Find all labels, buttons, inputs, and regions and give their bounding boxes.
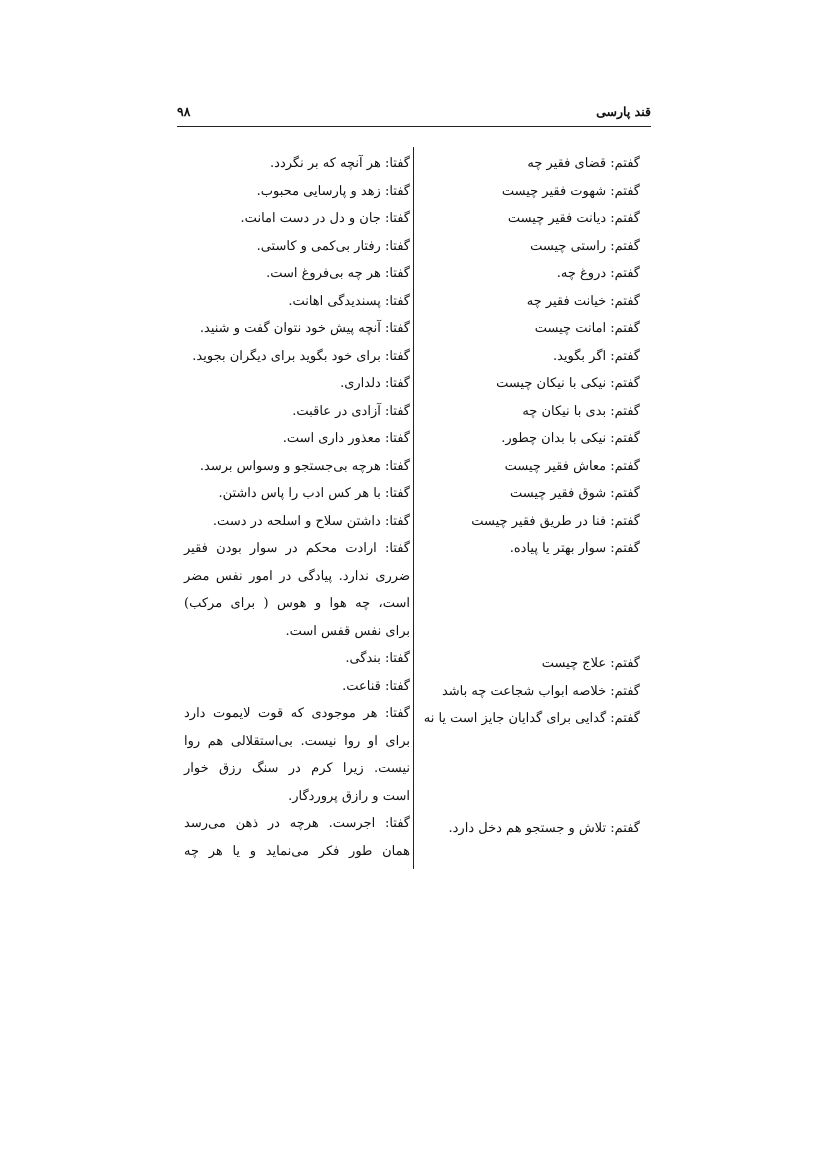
answer-line: گفتا: اجرست. هرچه در ذهن می‌رسد [184, 816, 410, 831]
answer-line: است و رازق پروردگار. [288, 788, 410, 804]
question-line: گفتم: خلاصه ابواب شجاعت چه باشد [441, 683, 640, 699]
question-line: گفتم: معاش فقیر چیست [504, 458, 640, 474]
column-divider [413, 147, 414, 869]
question-line: گفتم: شوق فقیر چیست [509, 486, 640, 501]
answer-line: گفتا: زهد و پارسایی محبوب. [256, 183, 410, 199]
answer-line: گفتا: رفتار بی‌کمی و کاستی. [256, 238, 410, 254]
answer-line: گفتا: ارادت محکم در سوار بودن فقیر [184, 541, 410, 556]
question-line: گفتم: علاج چیست [541, 656, 640, 671]
question-line: گفتم: خیانت فقیر چه [526, 293, 640, 309]
question-line: گفتم: سوار بهتر یا پیاده. [509, 541, 640, 556]
answer-line: گفتا: داشتن سلاح و اسلحه در دست. [212, 513, 410, 529]
answer-line: برای نفس قفس است. [285, 623, 410, 639]
answer-line: است، چه هوا و هوس ( برای مرکب) [184, 596, 410, 611]
answer-line: گفتا: هر آنچه که بر نگردد. [270, 156, 410, 171]
answer-line: گفتا: معذور داری است. [282, 431, 410, 446]
answer-line: گفتا: بندگی. [345, 651, 410, 666]
question-line: گفتم: فنا در طریق فقیر چیست [471, 513, 640, 529]
question-line: گفتم: نیکی با بدان چطور. [501, 431, 640, 446]
answer-line: گفتا: جان و دل در دست امانت. [240, 211, 410, 226]
question-line: گفتم: دروغ چه. [556, 266, 640, 281]
answer-line: گفتا: قناعت. [342, 678, 410, 694]
question-line: گفتم: نیکی با نیکان چیست [496, 376, 640, 391]
page-number: ۹۸ [177, 104, 191, 119]
question-line: گفتم: دیانت فقیر چیست [507, 211, 640, 226]
questions-block-1 [420, 150, 640, 563]
answer-line: گفتا: برای خود بگوید برای دیگران بجوید. [192, 348, 410, 364]
answer-line: گفتا: هرچه بی‌جستجو و وسواس برسد. [199, 458, 410, 474]
answers-column [184, 150, 410, 865]
question-line: گفتم: شهوت فقیر چیست [501, 183, 640, 199]
question-line: گفتم: بدی با نیکان چه [522, 403, 640, 419]
answer-line: گفتا: دلداری. [340, 376, 410, 391]
question-line: گفتم: راستی چیست [530, 238, 640, 254]
question-line: گفتم: قضای فقیر چه [527, 156, 640, 171]
answer-line: گفتا: با هر کس ادب را پاس داشتن. [218, 486, 410, 501]
question-line: گفتم: امانت چیست [534, 321, 640, 336]
answer-line: نیست. زیرا کرم در سنگ رزق خوار [184, 761, 410, 776]
running-title: قند پارسی [596, 104, 651, 119]
answer-line: گفتا: پسندیدگی اهانت. [288, 293, 410, 309]
question-line: گفتم: تلاش و جستجو هم دخل دارد. [448, 821, 640, 836]
answer-line: گفتا: هر چه بی‌فروغ است. [266, 266, 410, 281]
answer-line: گفتا: آزادی در عاقبت. [292, 403, 410, 419]
answer-line: گفتا: آنچه پیش خود نتوان گفت و شنید. [199, 321, 410, 336]
question-line: گفتم: اگر بگوید. [552, 348, 640, 364]
answer-line: برای او روا نیست. بی‌استقلالی هم روا [184, 733, 410, 749]
question-line: گفتم: گدایی برای گدایان جایز است یا نه [423, 711, 640, 726]
answer-line: ضرری ندارد. پیادگی در امور نفس مضر [184, 568, 410, 584]
questions-block-3 [420, 815, 640, 843]
questions-block-2 [420, 650, 640, 733]
answer-line: همان طور فکر می‌نماید و یا هر چه [184, 843, 410, 859]
page-header [177, 102, 651, 127]
answer-line: گفتا: هر موجودی که قوت لایموت دارد [184, 706, 410, 721]
